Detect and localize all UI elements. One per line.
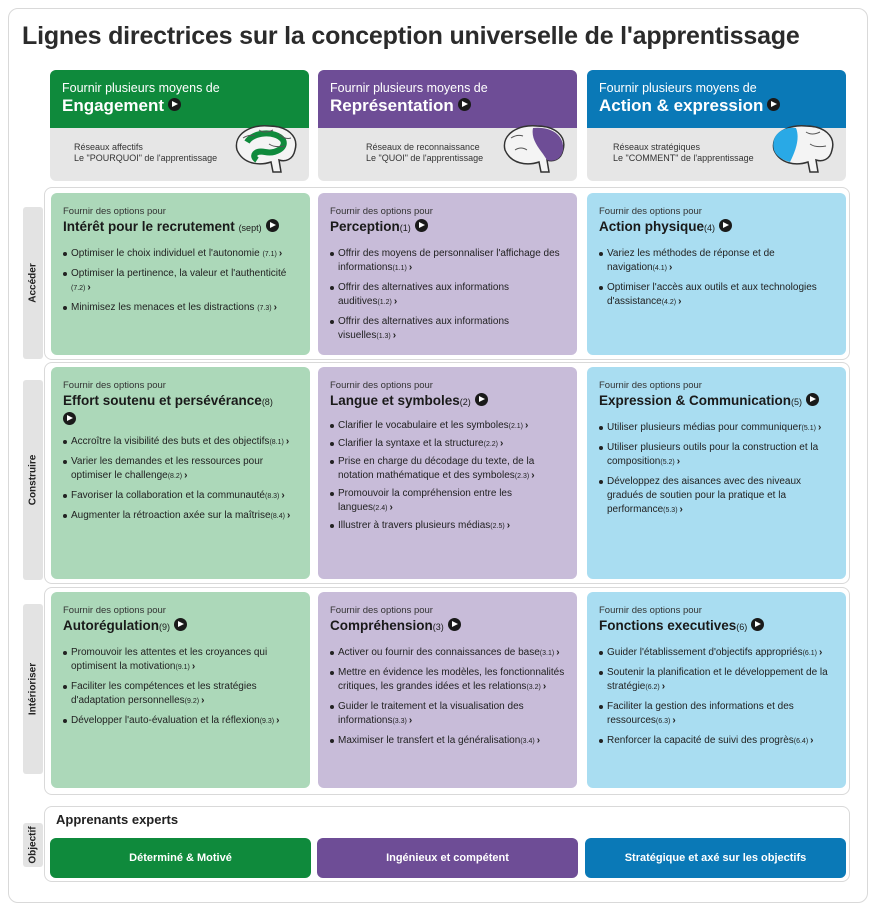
list-item[interactable]: Prise en charge du décodage du texte, de la notation mathématique et des symboles(2.3) › [330, 455, 565, 484]
header-why: Le "POURQUOI" de l'apprentissage [74, 153, 218, 163]
cell-number: (9) [159, 622, 170, 632]
cell-title[interactable]: Compréhension [330, 618, 433, 633]
header-network: Réseaux stratégiques [613, 142, 701, 152]
chevron-right-icon: › [278, 248, 283, 259]
cell-title[interactable]: Autorégulation [63, 618, 159, 633]
chevron-right-icon: › [542, 681, 547, 692]
cell-executive-functions [587, 592, 846, 788]
chevron-right-icon: › [393, 296, 398, 307]
list-item[interactable]: Développez des aisances avec des niveaux gradués de soutien pour la pratique et la performance(5.3) › [599, 475, 834, 518]
cell-number: (2) [459, 397, 471, 407]
cell-self-regulation [51, 592, 310, 788]
cell-title[interactable]: Action physique [599, 219, 705, 234]
arrow-right-icon[interactable] [767, 98, 780, 111]
list-item[interactable]: Promouvoir la compréhension entre les langues(2.4) › [330, 487, 565, 516]
chevron-right-icon: › [819, 647, 823, 658]
header-why: Le "COMMENT" de l'apprentissage [613, 153, 754, 163]
list-item[interactable]: Développer l'auto-évaluation et la réflexion(9.3) › [63, 714, 298, 729]
header-title: Action & expression [599, 96, 764, 115]
brain-strategic-icon [766, 120, 838, 178]
header-action-expression[interactable] [587, 70, 846, 181]
arrow-right-icon[interactable] [415, 219, 428, 232]
cell-number: (4) [704, 223, 716, 233]
cell-title[interactable]: Expression & Communication [599, 393, 792, 408]
cell-pre: Fournir des options pour [599, 380, 702, 391]
arrow-right-icon[interactable] [458, 98, 471, 111]
cell-title[interactable]: Perception [330, 219, 400, 234]
chevron-right-icon: › [531, 470, 535, 481]
goal-pill-motivated[interactable]: Déterminé & Motivé [50, 838, 311, 878]
cell-physical-action [587, 193, 846, 355]
cell-title[interactable]: Fonctions executives [599, 618, 737, 633]
chevron-right-icon: › [506, 520, 511, 531]
cell-title[interactable]: Intérêt pour le recrutement [63, 219, 235, 234]
cell-sustaining-effort [51, 367, 310, 579]
chevron-right-icon: › [676, 456, 681, 467]
list-item[interactable]: Guider l'établissement d'objectifs appropriés(6.1) › [599, 646, 834, 661]
header-sub: Fournir plusieurs moyens de [330, 81, 488, 95]
chevron-right-icon: › [536, 735, 541, 746]
row-label-access: Accéder [23, 207, 43, 359]
arrow-right-icon[interactable] [63, 412, 76, 425]
list-item[interactable]: Varier les demandes et les ressources pour optimiser le challenge(8.2) › [63, 455, 298, 484]
cell-title[interactable]: Effort soutenu et persévérance [63, 393, 262, 408]
chevron-right-icon: › [408, 715, 413, 726]
chevron-right-icon: › [389, 502, 393, 513]
chevron-right-icon: › [408, 262, 413, 273]
list-item[interactable]: Soutenir la planification et le développement de la stratégie(6.2) › [599, 666, 834, 695]
goal-pill-strategic[interactable]: Stratégique et axé sur les objectifs [585, 838, 846, 878]
arrow-right-icon[interactable] [475, 393, 488, 406]
arrow-right-icon[interactable] [168, 98, 181, 111]
cell-number: (3) [432, 622, 444, 632]
header-title: Engagement [62, 96, 165, 115]
cell-pre: Fournir des options pour [330, 380, 433, 391]
chevron-right-icon: › [661, 681, 666, 692]
list-item[interactable]: Faciliter la gestion des informations et des ressources(6.3) › [599, 700, 834, 729]
cell-number: (6) [736, 622, 748, 632]
cell-pre: Fournir des options pour [330, 206, 433, 217]
cell-language-symbols [318, 367, 577, 579]
goal-label: Objectif [23, 823, 43, 867]
arrow-right-icon[interactable] [266, 219, 279, 232]
list-item[interactable]: Augmenter la rétroaction axée sur la maîtrise(8.4) › [63, 509, 298, 524]
header-sub: Fournir plusieurs moyens de [62, 81, 220, 95]
chevron-right-icon: › [191, 661, 196, 672]
list-item[interactable]: Variez les méthodes de réponse et de navigation(4.1) › [599, 247, 834, 276]
chevron-right-icon: › [392, 330, 397, 341]
chevron-right-icon: › [286, 510, 291, 521]
list-item[interactable]: Offrir des moyens de personnaliser l'affichage des informations(1.1) › [330, 247, 565, 276]
list-item[interactable]: Optimiser l'accès aux outils et aux technologies d'assistance(4.2) › [599, 281, 834, 310]
row-label-internalize: Intérioriser [23, 604, 43, 774]
cell-comprehension [318, 592, 577, 788]
list-item[interactable]: Illustrer à travers plusieurs médias(2.5) › [330, 519, 565, 534]
list-item[interactable]: Renforcer la capacité de suivi des progrès(6.4) › [599, 734, 834, 749]
header-sub: Fournir plusieurs moyens de [599, 81, 757, 95]
chevron-right-icon: › [276, 715, 280, 726]
cell-number: (1) [399, 223, 411, 233]
cell-expression-communication [587, 367, 846, 579]
brain-affective-icon [229, 120, 301, 178]
chevron-right-icon: › [285, 436, 290, 447]
list-item[interactable]: Favoriser la collaboration et la communauté(8.3) › [63, 489, 298, 504]
brain-recognition-icon [497, 120, 569, 178]
cell-pre: Fournir des options pour [63, 380, 166, 391]
header-why: Le "QUOI" de l'apprentissage [366, 153, 484, 163]
list-item[interactable]: Guider le traitement et la visualisation des informations(3.3) › [330, 700, 565, 729]
list-item[interactable]: Activer ou fournir des connaissances de base(3.1) › [330, 646, 565, 661]
list-item[interactable]: Utiliser plusieurs médias pour communiquer(5.1) › [599, 421, 834, 436]
chevron-right-icon: › [500, 438, 504, 449]
chevron-right-icon: › [810, 735, 814, 746]
cell-pre: Fournir des options pour [330, 605, 433, 616]
list-item[interactable]: Accroître la visibilité des buts et des objectifs(8.1) › [63, 435, 298, 450]
list-item[interactable]: Utiliser plusieurs outils pour la construction et la composition(5.2) › [599, 441, 834, 470]
cell-perception [318, 193, 577, 355]
cell-pre: Fournir des options pour [63, 605, 166, 616]
chevron-right-icon: › [679, 504, 683, 515]
list-item[interactable]: Promouvoir les attentes et les croyances qui optimisent la motivation(9.1) › [63, 646, 298, 675]
header-title: Représentation [330, 96, 454, 115]
arrow-right-icon[interactable] [806, 393, 819, 406]
arrow-right-icon[interactable] [174, 618, 187, 631]
header-engagement[interactable] [50, 70, 309, 181]
chevron-right-icon: › [184, 470, 188, 481]
list-item[interactable]: Optimiser la pertinence, la valeur et l'authenticité (7.2) › [63, 267, 298, 296]
chevron-right-icon: › [87, 282, 91, 293]
cell-number: (8) [261, 397, 273, 407]
chevron-right-icon: › [678, 296, 682, 307]
chevron-right-icon: › [672, 715, 676, 726]
chevron-right-icon: › [556, 647, 560, 658]
list-item[interactable]: Mettre en évidence les modèles, les fonctionnalités critiques, les grandes idées et les relations(3.2) › [330, 666, 565, 695]
cell-number: (5) [791, 397, 803, 407]
cell-pre: Fournir des options pour [63, 206, 166, 217]
cell-title[interactable]: Langue et symboles [330, 393, 460, 408]
chevron-right-icon: › [281, 490, 285, 501]
chevron-right-icon: › [273, 302, 277, 313]
goal-pill-resourceful[interactable]: Ingénieux et compétent [317, 838, 578, 878]
list-item[interactable]: Faciliter les compétences et les stratégies d'adaptation personnelles(9.2) › [63, 680, 298, 709]
chevron-right-icon: › [201, 695, 205, 706]
list-item[interactable]: Offrir des alternatives aux informations visuelles(1.3) › [330, 315, 565, 344]
cell-number: (sept) [238, 223, 262, 233]
list-item[interactable]: Offrir des alternatives aux informations auditives(1.2) › [330, 281, 565, 310]
arrow-right-icon[interactable] [751, 618, 764, 631]
chevron-right-icon: › [525, 420, 529, 431]
list-item[interactable]: Clarifier le vocabulaire et les symboles(2.1) › [330, 419, 565, 434]
header-network: Réseaux de reconnaissance [366, 142, 480, 152]
row-label-build: Construire [23, 380, 43, 580]
list-item[interactable]: Minimisez les menaces et les distractions (7.3) › [63, 301, 298, 316]
arrow-right-icon[interactable] [448, 618, 461, 631]
arrow-right-icon[interactable] [719, 219, 732, 232]
cell-pre: Fournir des options pour [599, 605, 702, 616]
goal-title: Apprenants experts [56, 812, 179, 827]
chevron-right-icon: › [817, 422, 822, 433]
chevron-right-icon: › [669, 262, 673, 273]
list-item[interactable]: Maximiser le transfert et la généralisation(3.4) › [330, 734, 565, 749]
cell-recruiting-interest [51, 193, 310, 355]
cell-pre: Fournir des options pour [599, 206, 702, 217]
list-item[interactable]: Clarifier la syntaxe et la structure(2.2) › [330, 437, 565, 452]
page-title: Lignes directrices sur la conception universelle de l'apprentissage [22, 22, 800, 50]
list-item[interactable]: Optimiser le choix individuel et l'autonomie (7.1) › [63, 247, 298, 262]
header-representation[interactable] [318, 70, 577, 181]
header-network: Réseaux affectifs [74, 142, 143, 152]
